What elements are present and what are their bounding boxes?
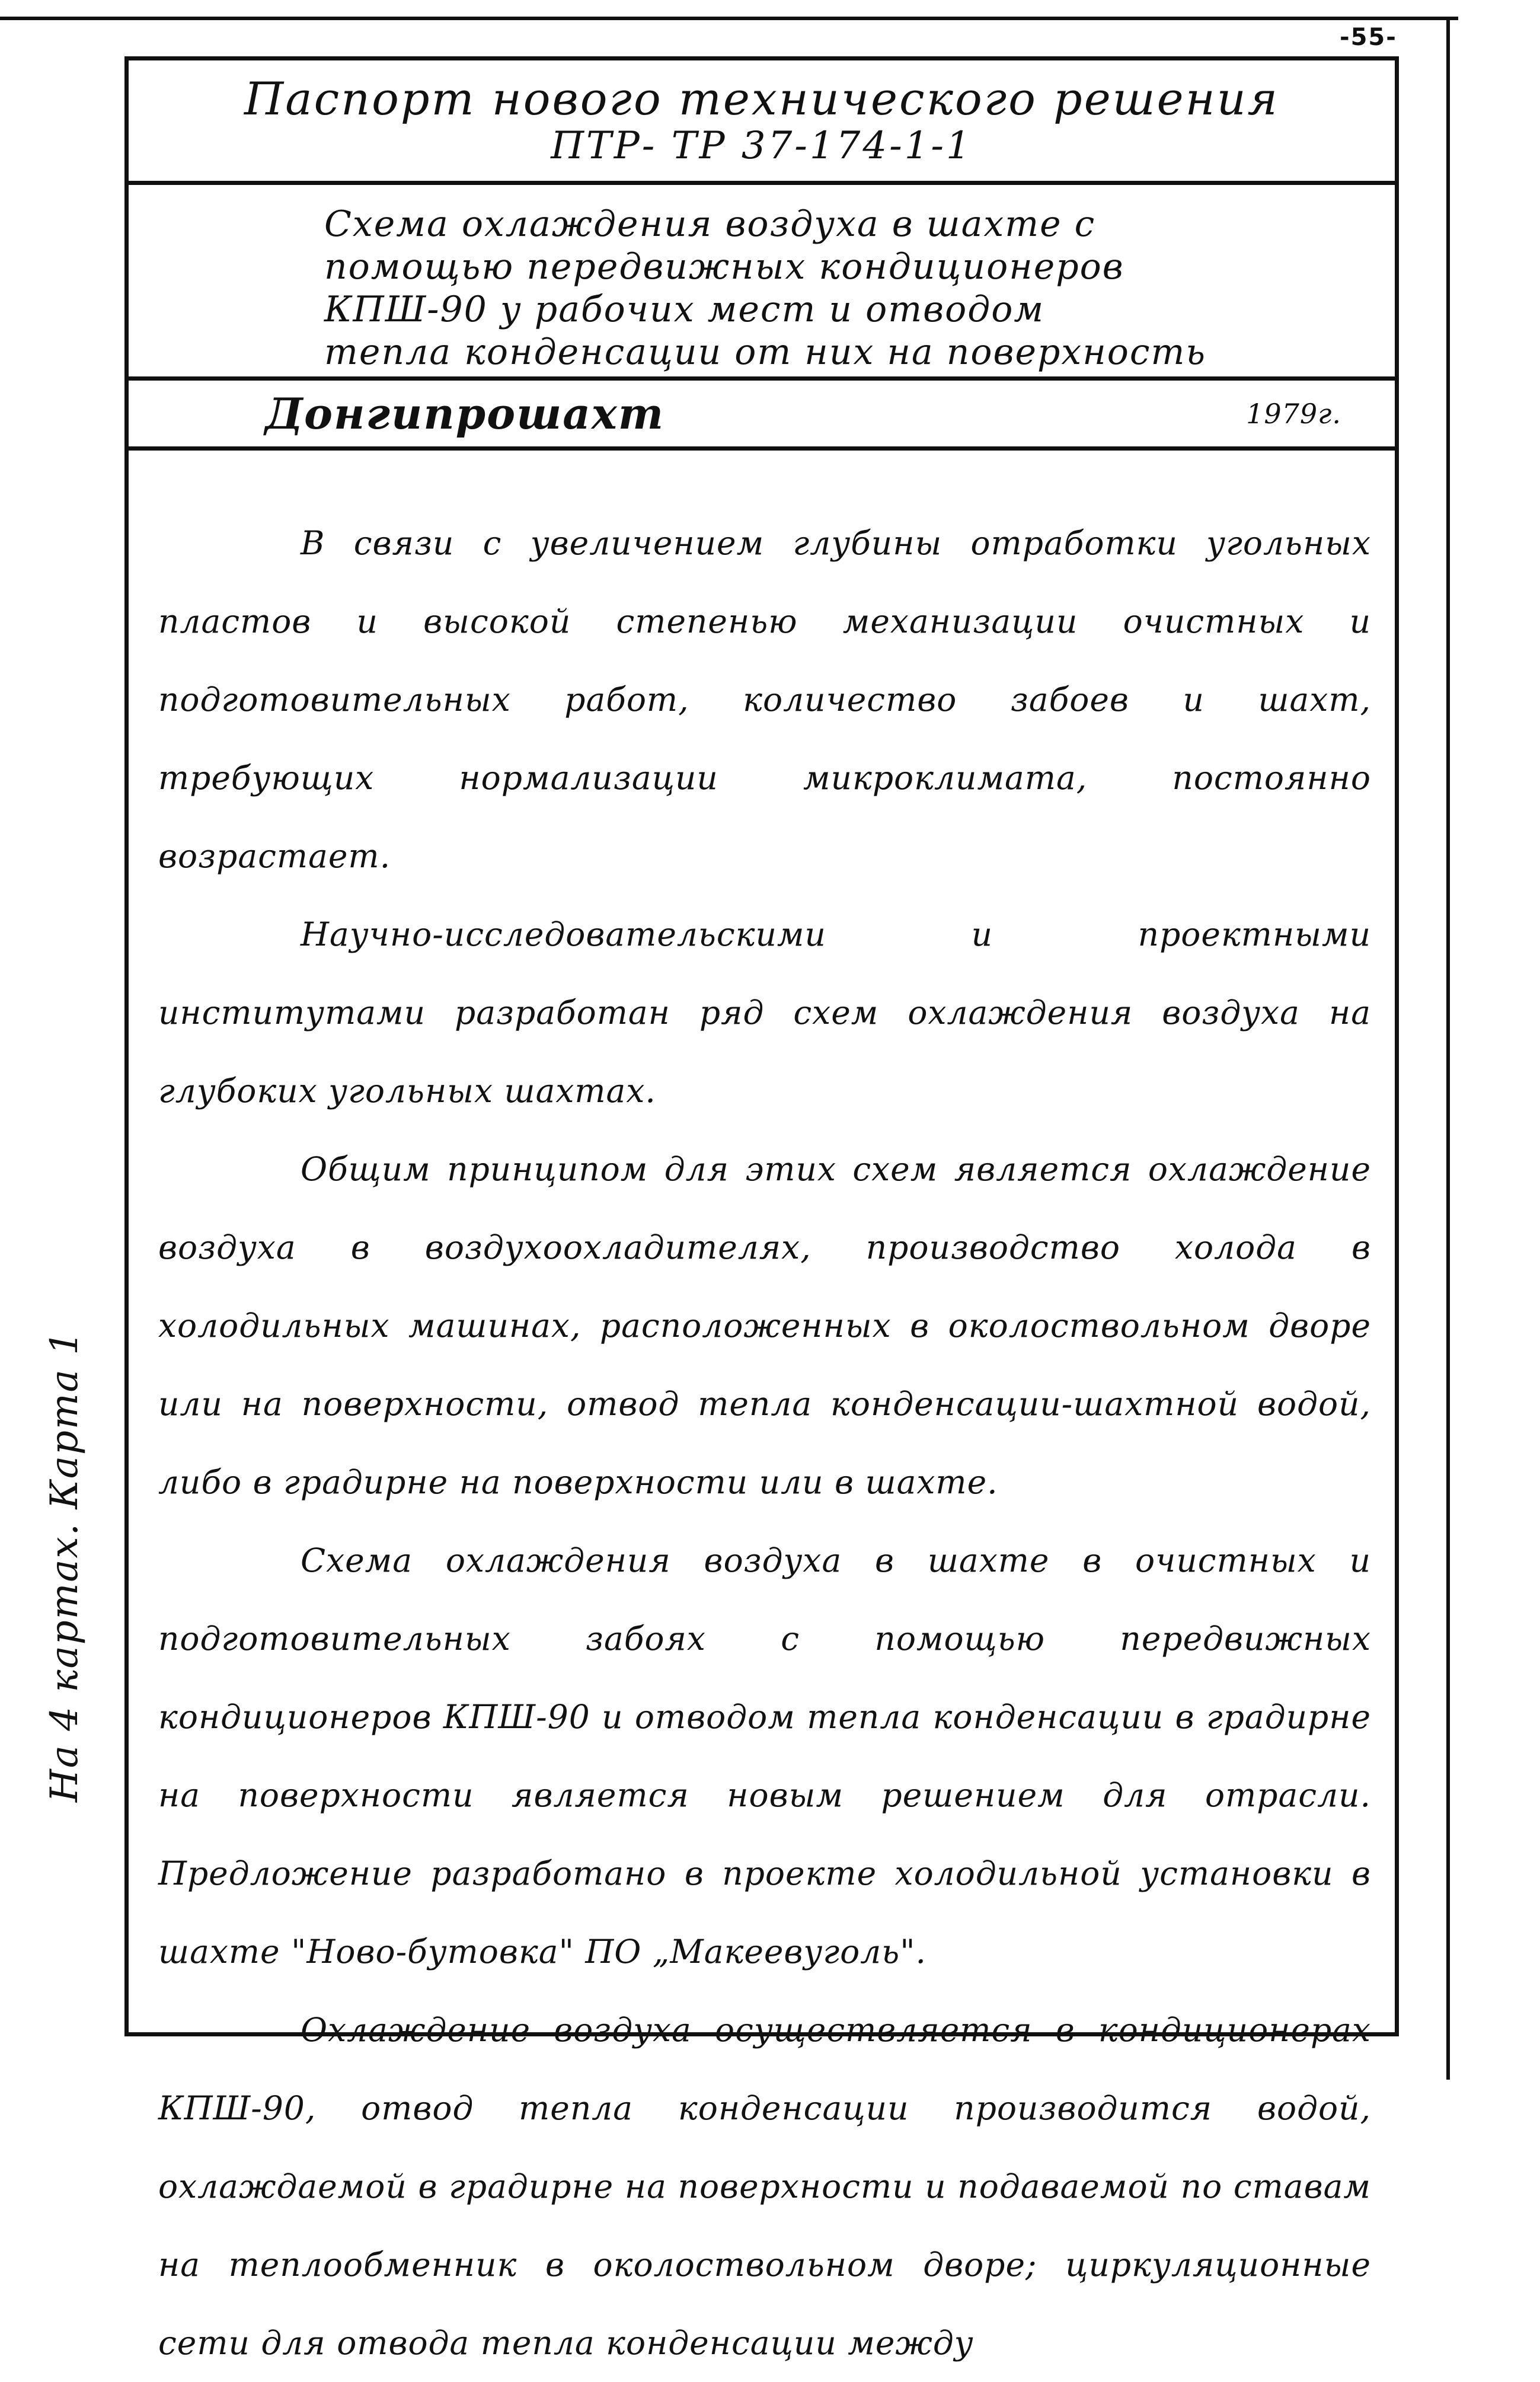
body-text [129,451,1395,2382]
topic-line: Схема охлаждения воздуха в шахте с [324,203,1096,245]
side-note: На 4 картах. Карта 1 [43,1330,87,1802]
document-title: Паспорт нового технического решения [244,72,1279,125]
body-paragraph: Охлаждение воздуха осуществляется в кондиционерах КПШ-90, отвод тепла конденсации производится водой, охлаждаемой в градирне на поверхности и подаваемой по ставам на теплообменник в околоствольном дворе; циркуляционные сети для отвода тепла конденсации между [158,2011,1371,2362]
passport-form [124,56,1399,2362]
body-paragraph: Схема охлаждения воздуха в шахте в очистных и подготовительных забоях с помощью передвижных кондиционеров КПШ-90 и отводом тепла конденсации в градирне на поверхности является новым решением для отрасли. Предложение разработано в проекте холодильной установки в шахте "Ново-бутовка" ПО „Макеевуголь". [158,1541,1371,1971]
topic-line: помощью передвижных кондиционеров [324,246,1124,288]
organization-year: 1979г. [1246,397,1341,430]
body-paragraph: Общим принципом для этих схем является охлаждение воздуха в воздухоохладителях, производство холода в холодильных машинах, расположенных в околоствольном дворе или на поверхности, отвод тепла конденсации-шахтной водой, либо в градирне на поверхности или в шахте. [158,1150,1371,1501]
topic-line: тепла конденсации от них на поверхность [324,331,1206,373]
topic-block [129,185,1395,381]
document-code: ПТР- ТР 37-174-1-1 [551,123,973,168]
organization-block [129,381,1395,451]
organization-name: Донгипрошахт [265,388,665,439]
body-paragraph: В связи с увеличением глубины отработки угольных пластов и высокой степенью механизации очистных и подготовительных работ, количество забоев и шахт, требующих нормализации микроклимата, постоянно возрастает. [158,524,1371,875]
page-number: -55- [1340,24,1397,51]
right-border-line [1446,17,1450,2080]
topic-line: КПШ-90 у рабочих мест и отводом [324,289,1045,330]
body-paragraph: Научно-исследовательскими и проектными институтами разработан ряд схем охлаждения воздуха на глубоких угольных шахтах. [158,915,1371,1110]
title-block [129,60,1395,185]
top-border-line [0,17,1458,20]
